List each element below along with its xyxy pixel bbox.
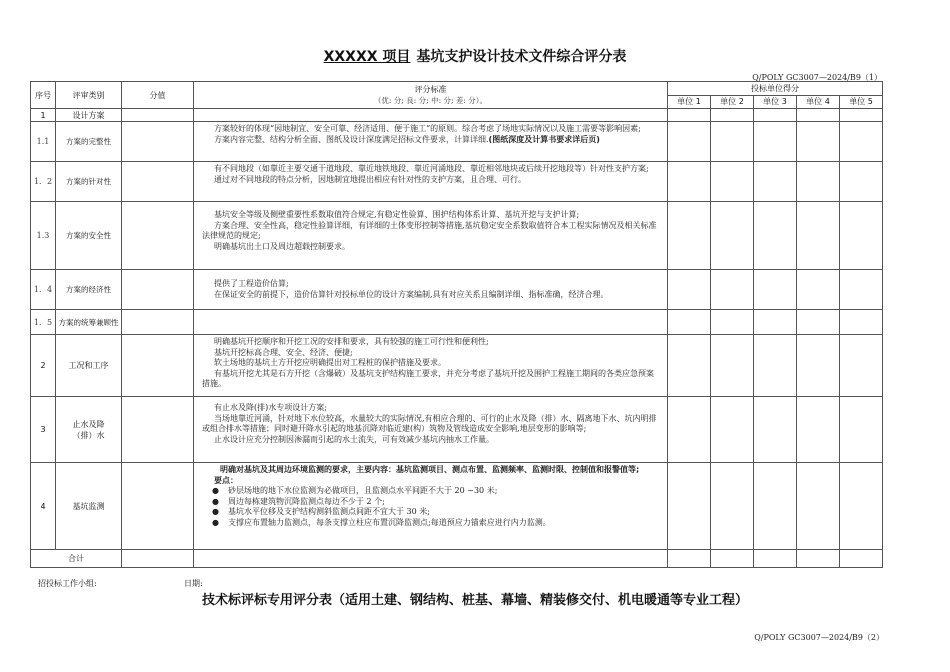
criteria-line: 有止水及降(排)水专项设计方案; — [214, 403, 327, 412]
criteria-cell — [194, 202, 668, 270]
row-no: 1.3 — [31, 202, 56, 270]
bidder-score-cell[interactable] — [754, 463, 797, 550]
header-bidders: 投标单位得分 — [668, 82, 883, 96]
table-row — [31, 202, 883, 270]
bullet-icon: ● — [212, 507, 219, 516]
bidder-score-cell[interactable] — [754, 397, 797, 463]
criteria-cell — [194, 310, 668, 335]
score-cell[interactable] — [122, 122, 194, 162]
criteria-line: 当场地靠近河涌，针对地下水位较高，水量较大的实际情况,有相应合理的、可行的止水及降（排）水、隔离地下水、坑内明排或组合排水等措施；同时避开降水引起的地基沉降对临近建(构）筑物及管线造成安全影响,地层变形的影响等; — [202, 413, 657, 433]
list-item: ● 支撑应布置轴力监测点，每条支撑立柱应布置沉降监测点;每道预应力锚索应进行内力监测。 — [212, 517, 551, 527]
table-row — [31, 397, 883, 463]
doc-code-top: Q/POLY GC3007—2024/B9（1） — [752, 73, 882, 82]
row-category: 方案的安全性 — [56, 202, 122, 270]
total-label: 合计 — [31, 550, 122, 568]
bidder-4: 单位 4 — [797, 95, 840, 109]
criteria-cell — [194, 463, 668, 550]
bidder-score-cell[interactable] — [668, 270, 711, 310]
form-title: 基坑支护设计技术文件综合评分表 — [416, 49, 627, 65]
doc-code-bottom: Q/POLY GC3007—2024/B9（2） — [754, 633, 884, 642]
date-label: 日期: — [184, 579, 203, 588]
header-category: 评审类别 — [56, 82, 122, 109]
header-row-1 — [31, 82, 883, 96]
bullet-icon: ● — [212, 517, 219, 527]
bidder-score-cell[interactable] — [711, 463, 754, 550]
bidder-score-cell[interactable] — [840, 310, 883, 335]
bidder-score-cell[interactable] — [711, 335, 754, 397]
bidder-score-cell[interactable] — [797, 310, 840, 335]
criteria-line: 明确基坑开挖顺序和开挖工况的安排和要求，具有较强的施工可行性和便利性; — [214, 337, 489, 346]
row-no: 4 — [31, 463, 56, 550]
bidder-2: 单位 2 — [711, 95, 754, 109]
bidder-total-cell[interactable] — [754, 550, 797, 568]
table-row — [31, 310, 883, 335]
list-item: ● 周边每栋建筑物沉降监测点每边不少于 2 个; — [212, 496, 385, 506]
criteria-line: 有基坑开挖尤其是石方开挖（含爆破）及基坑支护结构施工要求，并充分考虑了基坑开挖及围护工程施工期间的各类应急预案措施。 — [202, 368, 654, 388]
table-row — [31, 270, 883, 310]
bidder-total-cell[interactable] — [840, 550, 883, 568]
row-no: 3 — [31, 397, 56, 463]
score-cell[interactable] — [122, 270, 194, 310]
total-score-cell[interactable] — [122, 550, 194, 568]
bidder-score-cell[interactable] — [797, 397, 840, 463]
score-cell[interactable] — [122, 463, 194, 550]
monitoring-points — [202, 486, 661, 528]
criteria-line: 明确基坑出土口及周边超载控制要求。 — [214, 241, 350, 251]
score-cell[interactable] — [122, 335, 194, 397]
bidder-score-cell[interactable] — [711, 270, 754, 310]
criteria-line: 方案合理、安全性高，稳定性验算详细，有详细的土体变形控制等措施,基坑稳定安全系数取值符合本工程实际情况及相关标准法律规范的规定; — [202, 220, 657, 240]
criteria-line: 基坑开挖标高合理、安全、经济、便捷; — [214, 347, 353, 357]
bidder-score-cell[interactable] — [840, 109, 883, 122]
bidder-score-cell[interactable] — [754, 335, 797, 397]
criteria-cell — [194, 162, 668, 202]
row-category: 方案的统筹兼顾性 — [56, 310, 122, 335]
bullet-icon: ● — [212, 496, 219, 506]
bidder-score-cell[interactable] — [797, 202, 840, 270]
scoring-table — [30, 81, 883, 568]
table-row — [31, 335, 883, 397]
page-title — [0, 46, 950, 66]
score-cell[interactable] — [122, 202, 194, 270]
bidder-3: 单位 3 — [754, 95, 797, 109]
criteria-line: 方案较好的体现“因地制宜、安全可靠、经济适用、便于施工”的原则。综合考虑了场地实际情况以及施工需要等影响因素; — [214, 124, 641, 133]
monitoring-intro: 明确对基坑及其周边环境监测的要求，主要内容：基坑监测项目、测点布置、监测频率、监测时限、控制值和报警值等; — [220, 465, 640, 474]
project-name: XXXXX 项目 — [323, 49, 411, 65]
section-no: 1 — [31, 109, 56, 122]
bidder-score-cell[interactable] — [711, 122, 754, 162]
criteria-subtitle: （优: 分; 良: 分; 中: 分; 差: 分）。 — [373, 96, 488, 105]
table-row — [31, 162, 883, 202]
row-no: 1．2 — [31, 162, 56, 202]
bidder-score-cell[interactable] — [668, 335, 711, 397]
bidder-score-cell[interactable] — [754, 109, 797, 122]
criteria-cell — [194, 109, 668, 122]
bidder-score-cell[interactable] — [668, 162, 711, 202]
working-group-label: 招投标工作小组: — [38, 579, 97, 588]
bidder-score-cell[interactable] — [754, 162, 797, 202]
criteria-line: 通过对不同地段的特点分析，因地制宜地提出相应有针对性的支护方案，且合理、可行。 — [214, 174, 526, 184]
total-row — [31, 550, 883, 568]
list-item: ● 砂层场地的地下水位监测为必做项目，且监测点水平间距不大于 20 ~30 米; — [212, 486, 498, 495]
bidder-score-cell[interactable] — [668, 397, 711, 463]
bidder-total-cell[interactable] — [711, 550, 754, 568]
header-score: 分值 — [122, 82, 194, 109]
criteria-line: 软土场地的基坑土方开挖应明确提出对工程桩的保护措施及要求。 — [214, 358, 446, 367]
bidder-score-cell[interactable] — [840, 463, 883, 550]
bidder-score-cell[interactable] — [711, 202, 754, 270]
table-row — [31, 122, 883, 162]
bidder-score-cell[interactable] — [754, 310, 797, 335]
bidder-total-cell[interactable] — [797, 550, 840, 568]
score-cell[interactable] — [122, 397, 194, 463]
criteria-cell — [194, 550, 668, 568]
next-form-title: 技术标评标专用评分表（适用土建、钢结构、桩基、幕墙、精装修交付、机电暖通等专业工程） — [201, 593, 748, 608]
row-category: 基坑监测 — [56, 463, 122, 550]
bidder-score-cell[interactable] — [668, 202, 711, 270]
criteria-title: 评分标准 — [414, 85, 447, 94]
criteria-line: 在保证安全的前提下，造价估算针对投标单位的设计方案编制,具有对应关系且编制详细、指标准确，经济合理。 — [214, 289, 609, 299]
bullet-icon: ● — [212, 486, 219, 495]
bidder-score-cell[interactable] — [840, 162, 883, 202]
row-category: 方案的针对性 — [56, 162, 122, 202]
bidder-total-cell[interactable] — [668, 550, 711, 568]
header-no: 序号 — [31, 82, 56, 109]
bidder-score-cell[interactable] — [797, 335, 840, 397]
score-cell[interactable] — [122, 310, 194, 335]
criteria-line: 止水设计应充分控制因渗漏而引起的水土流失，可有效减少基坑内抽水工作量。 — [214, 434, 494, 444]
bidder-score-cell[interactable] — [840, 335, 883, 397]
bidder-score-cell[interactable] — [711, 310, 754, 335]
criteria-cell — [194, 122, 668, 162]
bidder-score-cell[interactable] — [711, 109, 754, 122]
score-cell[interactable] — [122, 109, 194, 122]
row-no: 1．5 — [31, 310, 56, 335]
criteria-cell — [194, 335, 668, 397]
bidder-score-cell[interactable] — [668, 310, 711, 335]
score-cell[interactable] — [122, 162, 194, 202]
bidder-score-cell[interactable] — [797, 463, 840, 550]
bidder-score-cell[interactable] — [711, 162, 754, 202]
header-criteria — [194, 82, 668, 109]
row-no: 1．4 — [31, 270, 56, 310]
section-row — [31, 109, 883, 122]
bidder-score-cell[interactable] — [754, 202, 797, 270]
bidder-score-cell[interactable] — [840, 270, 883, 310]
bidder-score-cell[interactable] — [797, 270, 840, 310]
bidder-score-cell[interactable] — [840, 397, 883, 463]
criteria-note: (图纸深度及计算书要求详后页) — [488, 134, 600, 144]
bidder-score-cell[interactable] — [668, 122, 711, 162]
criteria-cell — [194, 270, 668, 310]
criteria-line: 方案内容完整、结构分析全面、图纸及设计深度满足招标文件要求，计算详细.(图纸深度及计算书要求详后页) — [214, 134, 600, 144]
bidder-score-cell[interactable] — [797, 109, 840, 122]
criteria-line: 基坑安全等级及侧壁重要性系数取值符合规定,有稳定性验算、围护结构体系计算、基坑开挖与支护计算; — [214, 210, 580, 219]
monitoring-points-label: 要点： — [214, 475, 238, 485]
bidder-score-cell[interactable] — [797, 122, 840, 162]
criteria-line: 有不同地段（如靠近主要交通干道地段、靠近地铁地段、靠近河涌地段、靠近相邻地块或后续开挖地段等）针对性支护方案; — [214, 164, 649, 173]
bidder-score-cell[interactable] — [668, 109, 711, 122]
criteria-line: 提供了工程造价估算; — [214, 279, 289, 288]
list-item: ● 基坑水平位移及支护结构测斜监测点间距不宜大于 30 米; — [212, 507, 430, 516]
table-row — [31, 463, 883, 550]
bidder-score-cell[interactable] — [711, 397, 754, 463]
row-no: 1.1 — [31, 122, 56, 162]
section-label: 设计方案 — [56, 109, 122, 122]
bidder-5: 单位 5 — [840, 95, 883, 109]
bidder-score-cell[interactable] — [668, 463, 711, 550]
row-category: 工况和工序 — [56, 335, 122, 397]
bidder-score-cell[interactable] — [797, 162, 840, 202]
bidder-score-cell[interactable] — [754, 270, 797, 310]
bidder-score-cell[interactable] — [754, 122, 797, 162]
bidder-score-cell[interactable] — [840, 202, 883, 270]
criteria-cell — [194, 397, 668, 463]
row-category: 止水及降（排）水 — [56, 397, 122, 463]
row-no: 2 — [31, 335, 56, 397]
row-category: 方案的完整性 — [56, 122, 122, 162]
bidder-1: 单位 1 — [668, 95, 711, 109]
bidder-score-cell[interactable] — [840, 122, 883, 162]
row-category: 方案的经济性 — [56, 270, 122, 310]
